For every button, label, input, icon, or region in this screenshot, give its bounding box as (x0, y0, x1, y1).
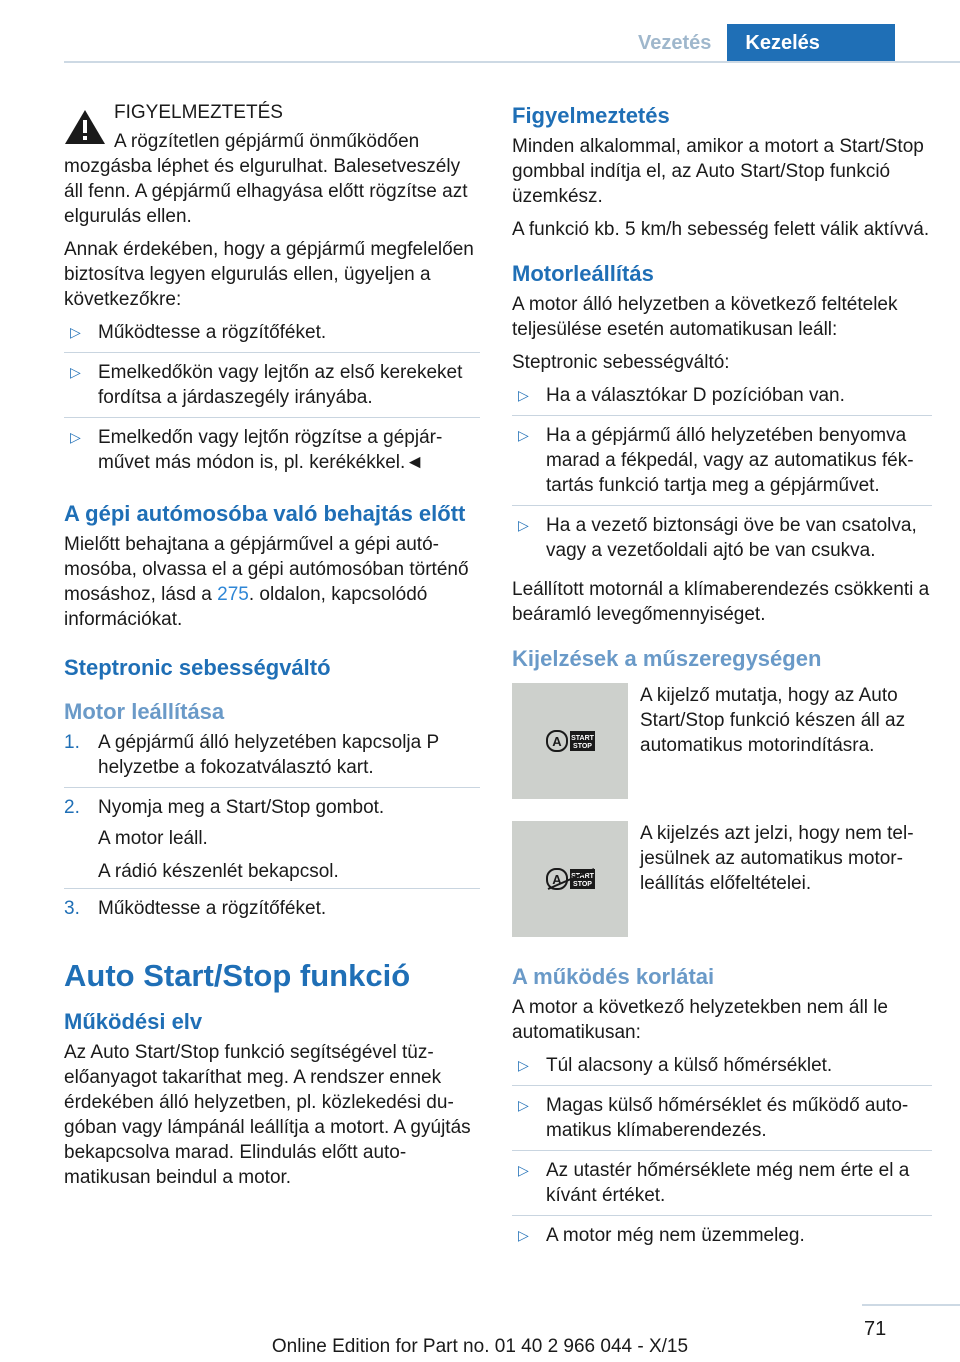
svg-text:STOP: STOP (573, 743, 592, 750)
steptronic-heading: Steptronic sebességváltó (64, 655, 331, 680)
tab-vezetes[interactable]: Vezetés (638, 32, 712, 54)
warning-block (64, 100, 480, 125)
list-item: ▷ Ha a gépjármű álló helyzetében benyomva marad a fékpedál, vagy az automatikus féktartás funkció tartja meg a gépjárművet. (512, 423, 932, 506)
footer-edition: Online Edition for Part no. 01 40 2 966 044 - X/15 (271, 1336, 689, 1357)
bullet-triangle-icon: ▷ (70, 364, 81, 380)
header-divider (64, 61, 960, 63)
limits-heading: A működés korlátai (512, 964, 715, 989)
warning-triangle-icon (64, 108, 106, 146)
note-text-1: Minden alkalommal, amikor a motort a Start/Stop gombbal indítja el, az Auto Start/Stop funkció üzemkész. (512, 136, 924, 207)
limits-bullet-list (512, 1053, 932, 1255)
stop-steps (64, 730, 480, 928)
warning-title: FIGYELMEZTETÉS (114, 102, 283, 123)
bullet-triangle-icon: ▷ (518, 1057, 529, 1073)
list-item: ▷ Magas külső hőmérséklet és működő automatikus klímaberendezés. (512, 1093, 932, 1151)
shutoff-bullet-list (512, 383, 932, 570)
auto-start-stop-off-icon (546, 867, 596, 891)
left-column (64, 100, 480, 1198)
page-link[interactable]: 275 (217, 584, 249, 605)
bullet-triangle-icon: ▷ (518, 387, 529, 403)
principle-text: Az Auto Start/Stop funkció segítségével tüzelőanyagot takaríthat meg. A rendszer ennek érdekében álló helyzetben, pl. közlekedési dugóban vagy lámpánál leállítja a motort. A gyújtás bekapcsolva marad. Elindulás előtt automatikusan beindul a motor. (64, 1042, 471, 1188)
page-number: 71 (864, 1318, 887, 1340)
shutoff-heading: Motorleállítás (512, 261, 654, 286)
svg-text:STOP: STOP (573, 881, 592, 888)
carwash-heading: A gépi autómosóba való behajtás előtt (64, 501, 466, 526)
step-note: A rádió készenlét bekapcsol. (98, 861, 339, 882)
warning-text: A rögzítetlen gépjármű önműködően mozgásba léphet és elgurulhat. Balesetveszély áll fenn. A gépjármű elhagyása előtt rögzítse azt elgurulás ellen. (64, 131, 468, 227)
svg-text:START: START (571, 735, 594, 742)
list-item: 2. Nyomja meg a Start/Stop gombot. A motor leáll. A rádió készenlét bekapcsol. (64, 795, 480, 889)
right-column (512, 100, 932, 1262)
indicator-ready-text: A kijelző mutatja, hogy az Auto Start/Stop funkció készen áll az automatikus motorindításra. (640, 685, 906, 756)
indicator-unavailable (512, 821, 932, 937)
bullet-triangle-icon: ▷ (518, 1097, 529, 1113)
section-title: Auto Start/Stop funkció (64, 958, 411, 993)
bullet-triangle-icon: ▷ (70, 324, 81, 340)
bullet-triangle-icon: ▷ (518, 517, 529, 533)
warning-text-2: Annak érdekében, hogy a gépjármű megfelelően biztosítva legyen elgurulás ellen, ügyeljen a következőkre: (64, 239, 474, 310)
note-heading: Figyelmeztetés (512, 103, 670, 128)
principle-heading: Működési elv (64, 1009, 203, 1034)
note-text-2: A funkció kb. 5 km/h sebesség felett válik aktívvá. (512, 219, 930, 240)
list-item: ▷ A motor még nem üzemmeleg. (518, 1225, 805, 1246)
list-item: 3. Működtesse a rögzítőféket. (64, 898, 327, 919)
svg-text:A: A (552, 734, 562, 749)
svg-text:START: START (571, 873, 594, 880)
indicator-ready (512, 683, 932, 799)
list-item: ▷ Túl alacsony a külső hőmérséklet. (512, 1053, 932, 1086)
list-item: 1. A gépjármű álló helyzetében kapcsolja P helyzetbe a fokozatválasztó kart. (64, 730, 480, 788)
list-item: ▷ Ha a választókar D pozícióban van. (512, 383, 932, 416)
list-item: ▷ Ha a vezető biztonsági öve be van csatolva, vagy a vezetőoldali ajtó be van csukva. (518, 515, 917, 561)
bullet-triangle-icon: ▷ (518, 427, 529, 443)
display-heading: Kijelzések a műszeregységen (512, 646, 822, 671)
tab-kezeles[interactable]: Kezelés (727, 24, 895, 62)
step-note: A motor leáll. (98, 828, 208, 849)
limits-text: A motor a következő helyzetekben nem áll le automatikusan: (512, 997, 888, 1043)
auto-start-stop-icon (546, 729, 596, 753)
list-item: ▷ Működtesse a rögzítőféket. (64, 320, 480, 353)
bullet-triangle-icon: ▷ (70, 429, 81, 445)
indicator-image (512, 683, 628, 799)
bullet-triangle-icon: ▷ (518, 1227, 529, 1243)
list-item: ▷ Emelkedőkön vagy lejtőn az első kerekeket fordítsa a járdaszegély irányába. (64, 360, 480, 418)
bullet-triangle-icon: ▷ (518, 1162, 529, 1178)
svg-text:A: A (552, 872, 562, 887)
shutoff-text-2: Steptronic sebességváltó: (512, 352, 730, 373)
shutoff-text: A motor álló helyzetben a következő feltételek teljesülése esetén automatikusan leáll: (512, 294, 898, 340)
header-tabs (622, 24, 895, 62)
list-item: ▷ Emelkedőn vagy lejtőn rögzítse a gépjárművet más módon is, pl. kerékékkel.◄ (70, 427, 443, 473)
carwash-text: Mielőtt behajtana a gépjárművel a gépi autómosóba, olvassa el a gépi autómosóban történő mosáshoz, lásd a 275. oldalon, kapcsolódó információkat. (64, 534, 469, 630)
indicator-image (512, 821, 628, 937)
warning-bullet-list (64, 320, 480, 482)
footer-divider (862, 1304, 960, 1306)
stop-heading: Motor leállítása (64, 699, 225, 724)
shutoff-text-3: Leállított motornál a klímaberendezés csökkenti a beáramló levegőmennyiséget. (512, 579, 930, 625)
list-item: ▷ Az utastér hőmérséklete még nem érte el a kívánt értéket. (512, 1158, 932, 1216)
indicator-unavailable-text: A kijelzés azt jelzi, hogy nem teljesülnek az automatikus motorleállítás előfeltételei. (640, 823, 914, 894)
